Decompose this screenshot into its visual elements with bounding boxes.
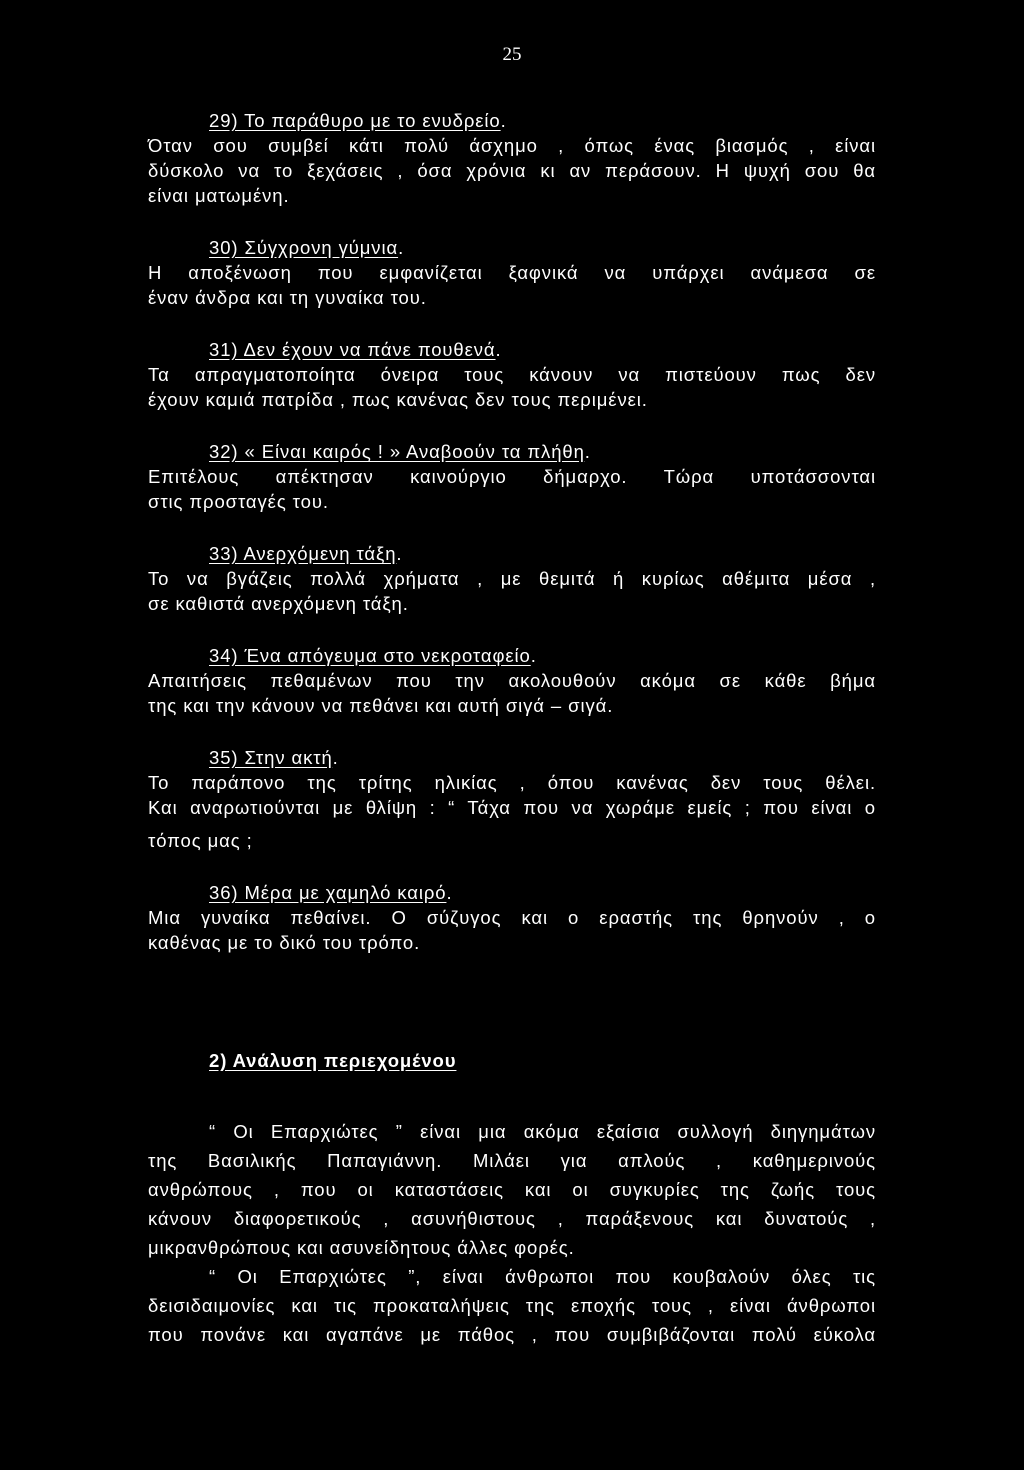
entry-line: της και την κάνουν να πεθάνει και αυτή σιγά – σιγά. — [148, 695, 614, 716]
entry-line: Όταν σου συμβεί κάτι πολύ άσχημο , όπως ένας βιασμός , είναι — [148, 135, 876, 156]
entry-line: Επιτέλους απέκτησαν καινούργιο δήμαρχο. Τώρα υποτάσσονται — [148, 466, 876, 487]
entry-title: 36) Μέρα με χαμηλό καιρό. — [209, 882, 453, 903]
analysis-line: ανθρώπους , που οι καταστάσεις και οι συγκυρίες της ζωής τους — [148, 1179, 876, 1200]
entry-29 — [148, 108, 876, 208]
analysis-paragraph — [148, 1119, 876, 1347]
section-title: 2) Ανάλυση περιεχομένου — [209, 1050, 457, 1071]
entry-line: Το παράπονο της τρίτης ηλικίας , όπου κανένας δεν τους θέλει. — [148, 772, 876, 793]
entry-34 — [148, 643, 876, 718]
entry-32 — [148, 439, 876, 514]
entry-30 — [148, 235, 876, 310]
analysis-line: της Βασιλικής Παπαγιάννη. Μιλάει για απλούς , καθημερινούς — [148, 1150, 876, 1171]
entry-line: Η αποξένωση που εμφανίζεται ξαφνικά να υπάρχει ανάμεσα σε — [148, 262, 876, 283]
entry-line: στις προσταγές του. — [148, 491, 329, 512]
analysis-line: που πονάνε και αγαπάνε με πάθος , που συμβιβάζονται πολύ εύκολα — [148, 1324, 876, 1345]
entry-line: σε καθιστά ανερχόμενη τάξη. — [148, 593, 409, 614]
analysis-line: κάνουν διαφορετικούς , ασυνήθιστους , παράξενους και δυνατούς , — [148, 1208, 876, 1229]
entry-33 — [148, 541, 876, 616]
entry-31 — [148, 337, 876, 412]
entry-title: 35) Στην ακτή. — [209, 747, 339, 768]
analysis-line: μικρανθρώπους και ασυνείδητους άλλες φορές. — [148, 1237, 575, 1258]
entry-title: 31) Δεν έχουν να πάνε πουθενά. — [209, 339, 502, 360]
entry-line: Μια γυναίκα πεθαίνει. Ο σύζυγος και ο εραστής της θρηνούν , ο — [148, 907, 876, 928]
entry-line: Και αναρωτιούνται με θλίψη : “ Τάχα που να χωράμε εμείς ; που είναι ο — [148, 797, 876, 818]
entry-36 — [148, 880, 876, 955]
entry-line: Τα απραγματοποίητα όνειρα τους κάνουν να πιστεύουν πως δεν — [148, 364, 876, 385]
entry-title-text: 29) Το παράθυρο με το ενυδρείο — [209, 110, 501, 131]
entry-title: 29) Το παράθυρο με το ενυδρείο. — [209, 110, 507, 131]
analysis-line: δεισιδαιμονίες και τις προκαταλήψεις της εποχής τους , είναι άνθρωποι — [148, 1295, 876, 1316]
entry-line: καθένας με το δικό του τρόπο. — [148, 932, 421, 953]
entry-title-text: 36) Μέρα με χαμηλό καιρό — [209, 882, 447, 903]
entry-title-text: 34) Ένα απόγευμα στο νεκροταφείο — [209, 645, 531, 666]
entry-line: Το να βγάζεις πολλά χρήματα , με θεμιτά ή κυρίως αθέμιτα μέσα , — [148, 568, 876, 589]
page-content — [148, 108, 876, 1347]
entry-title: 33) Ανερχόμενη τάξη. — [209, 543, 403, 564]
entry-title: 34) Ένα απόγευμα στο νεκροταφείο. — [209, 645, 537, 666]
entry-title-text: 32) « Είναι καιρός ! » Αναβοούν τα πλήθη — [209, 441, 585, 462]
entry-title: 30) Σύγχρονη γύμνια. — [209, 237, 405, 258]
entry-35 — [148, 745, 876, 853]
page-number: 25 — [502, 44, 522, 65]
analysis-line: “ Οι Επαρχιώτες ” είναι μια ακόμα εξαίσια συλλογή διηγημάτων — [209, 1121, 876, 1142]
entry-title-text: 30) Σύγχρονη γύμνια — [209, 237, 399, 258]
entry-line: έναν άνδρα και τη γυναίκα του. — [148, 287, 427, 308]
entry-line: είναι ματωμένη. — [148, 185, 290, 206]
entry-line: δύσκολο να το ξεχάσεις , όσα χρόνια κι αν περάσουν. Η ψυχή σου θα — [148, 160, 876, 181]
entry-line: Απαιτήσεις πεθαμένων που την ακολουθούν ακόμα σε κάθε βήμα — [148, 670, 876, 691]
entry-title: 32) « Είναι καιρός ! » Αναβοούν τα πλήθη. — [209, 441, 591, 462]
entry-line: έχουν καμιά πατρίδα , πως κανένας δεν τους περιμένει. — [148, 389, 648, 410]
entry-title-text: 33) Ανερχόμενη τάξη — [209, 543, 397, 564]
entry-title-text: 31) Δεν έχουν να πάνε πουθενά — [209, 339, 496, 360]
analysis-line: “ Οι Επαρχιώτες ”, είναι άνθρωποι που κουβαλούν όλες τις — [209, 1266, 876, 1287]
entry-line: τόπος μας ; — [148, 830, 253, 851]
entry-title-text: 35) Στην ακτή — [209, 747, 333, 768]
